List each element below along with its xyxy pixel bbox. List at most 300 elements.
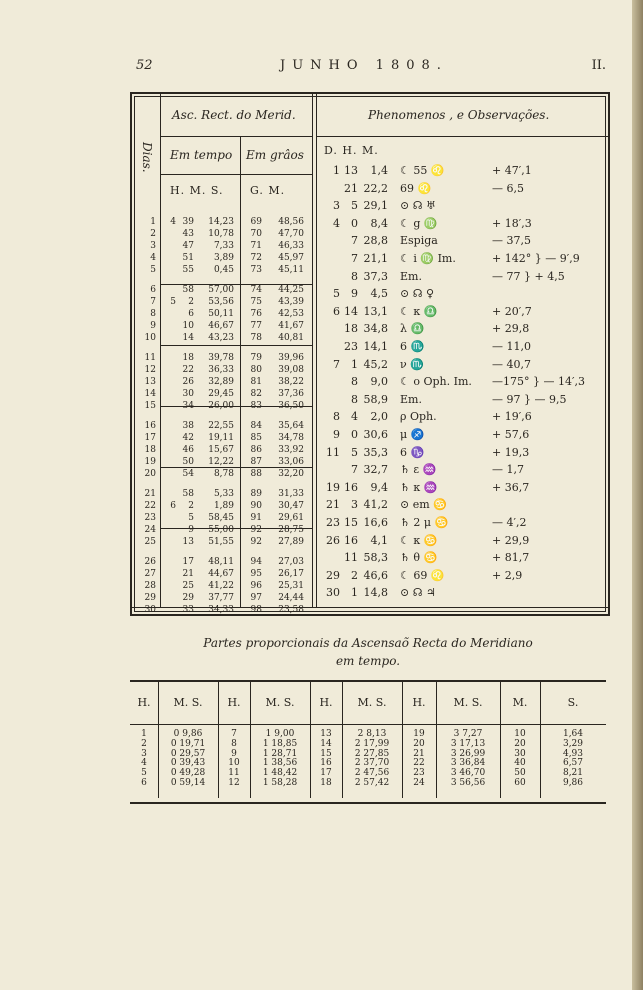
day-cell: 1: [150, 217, 156, 227]
day-cell: 17: [144, 433, 156, 443]
phen-day: 11: [326, 445, 340, 459]
prop-cell: 0 19,71: [170, 738, 206, 749]
phen-day: 5: [333, 287, 340, 301]
tempo-s-cell: 26,00: [208, 401, 234, 411]
phen-hour: 5: [351, 199, 358, 213]
tempo-s-cell: 39,78: [208, 353, 234, 363]
phen-event: ☾ o Oph. Im.: [400, 375, 472, 389]
phen-value: + 29,9: [492, 533, 530, 547]
day-cell: 2: [150, 229, 156, 239]
phen-hour: 8: [351, 392, 358, 406]
tempo-h-cell: [162, 556, 176, 568]
phen-event: 69 ♌: [400, 181, 432, 195]
tempo-s-cell: 37,77: [208, 593, 234, 603]
prop-cell: 2 8,13: [357, 729, 387, 739]
phen-hour: 3: [351, 498, 358, 512]
prop-cell: 20: [514, 738, 526, 749]
day-cell: 25: [144, 537, 156, 547]
prop-cell: 9: [231, 748, 237, 759]
graos-g-cell: 96: [250, 581, 262, 591]
phenomenon-row: [322, 287, 606, 305]
tempo-s-cell: 44,67: [208, 569, 234, 579]
prop-column: [158, 730, 218, 789]
prop-cell: 13: [320, 729, 332, 739]
graos-m-cell: 26,17: [278, 569, 304, 579]
phenomenon-row: [322, 199, 606, 217]
group-gap: [264, 276, 304, 284]
phenomena-heading: Phenomenos , e Observações.: [368, 108, 550, 122]
phenomenon-row: [322, 305, 606, 323]
graos-m-cell: 34,78: [278, 433, 304, 443]
group-gap: [176, 344, 194, 352]
tempo-h-cell: [162, 400, 176, 412]
graos-g-cell: 72: [250, 253, 262, 263]
phen-hour: 1: [351, 357, 358, 371]
group-gap: [244, 276, 262, 284]
prop-cell: 24: [413, 777, 425, 788]
phenomenon-row: [322, 516, 606, 534]
tempo-h-cell: [162, 320, 176, 332]
tempo-h-cell: [162, 604, 176, 616]
prop-cell: 2 27,85: [354, 748, 390, 759]
day-cell: 20: [144, 469, 156, 479]
tempo-h-cell: [162, 252, 176, 264]
prop-cell: 8,21: [562, 768, 584, 779]
page-edge: [632, 0, 643, 990]
phen-hour: 4: [351, 410, 358, 424]
phen-day: 30: [326, 586, 340, 600]
phen-event: 6 ♑: [400, 445, 425, 459]
tempo-m-cell: 10: [182, 321, 194, 331]
phenomena-list: [322, 164, 606, 604]
graos-m-cell: 45,11: [278, 265, 304, 275]
graos-g-cell: 76: [250, 309, 262, 319]
phen-event: 6 ♏: [400, 340, 425, 353]
group-gap: [134, 344, 156, 352]
tempo-h-cell: [162, 468, 176, 480]
prop-cell: 7: [231, 729, 237, 739]
tempo-m-cell: 33: [182, 605, 194, 615]
section-number: II.: [591, 58, 606, 73]
day-cell: 22: [144, 501, 156, 511]
phen-minute: 14,1: [363, 340, 388, 353]
tempo-s-cell: 8,78: [213, 469, 234, 479]
graos-m-cell: 39,08: [278, 365, 304, 375]
phen-minute: 58,9: [363, 392, 388, 406]
tempo-m-cell: 21: [182, 569, 194, 579]
phen-value: + 19,3: [492, 445, 530, 459]
phen-event: ⊙ ☊ ♅: [400, 199, 436, 213]
phen-hour: 16: [344, 533, 358, 547]
graos-m-cell: 31,33: [278, 489, 304, 499]
phen-minute: 8,4: [370, 216, 388, 230]
phen-value: — 77 } + 4,5: [492, 269, 565, 283]
group-gap: [194, 480, 234, 488]
tempo-m-cell: 43: [182, 229, 194, 239]
graos-g-cell: 91: [250, 513, 262, 523]
group-gap: [264, 412, 304, 420]
prop-cell: 3 56,56: [450, 777, 486, 788]
tempo-s-cell: 57,00: [208, 285, 234, 295]
rule-phen-head: [316, 136, 608, 137]
graos-g-cell: 84: [250, 421, 262, 431]
rule-asc-2: [316, 94, 317, 607]
group-gap: [134, 548, 156, 556]
day-cell: 7: [150, 297, 156, 307]
graos-m-cell: 35,64: [278, 421, 304, 431]
phen-hour: 9: [351, 287, 358, 301]
graos-g-cell: 89: [250, 489, 262, 499]
graos-g-cell: 92: [250, 525, 262, 535]
phen-value: — 97 } — 9,5: [492, 392, 567, 406]
graos-m-cell: 36,50: [278, 401, 304, 411]
graos-m-cell: 32,20: [278, 469, 304, 479]
tempo-h-cell: [162, 308, 176, 320]
graos-m-cell: 23,58: [278, 605, 304, 615]
phen-hour: 16: [344, 480, 358, 494]
tempo-m-cell: 30: [182, 389, 194, 399]
phenomenon-row: [322, 551, 606, 569]
phen-minute: 35,3: [363, 445, 388, 459]
rule-dias: [160, 94, 161, 607]
phen-minute: 22,2: [363, 181, 388, 195]
day-cell: 27: [144, 569, 156, 579]
prop-cell: 0 29,57: [170, 748, 206, 759]
prop-cell: 1 18,85: [262, 738, 298, 749]
phen-value: — 11,0: [492, 340, 531, 353]
graos-g-cell: 94: [250, 557, 262, 567]
day-cell: 15: [144, 401, 156, 411]
phen-event: μ ♐: [400, 428, 425, 441]
day-cell: 28: [144, 581, 156, 591]
prop-cell: 50: [514, 768, 526, 779]
phenomenon-row: [322, 270, 606, 288]
prop-cell: 1: [141, 729, 147, 739]
tempo-h-cell: [162, 352, 176, 364]
tempo-s-cell: 7,33: [213, 241, 234, 251]
phen-event: Em.: [400, 269, 422, 283]
prop-cell: 4,93: [562, 748, 584, 759]
phen-event: ☾ g ♍: [400, 216, 438, 230]
prop-cell: 6,57: [562, 758, 584, 769]
day-cell: 12: [144, 365, 156, 375]
tempo-m-cell: 26: [182, 377, 194, 387]
day-cell: 14: [144, 389, 156, 399]
graos-m-cell: 24,44: [278, 593, 304, 603]
tempo-s-cell: 12,22: [208, 457, 234, 467]
graos-m-cell: 40,81: [278, 333, 304, 343]
phen-minute: 29,1: [363, 199, 388, 213]
phen-event: ♄ θ ♋: [400, 551, 438, 565]
group-gap: [134, 480, 156, 488]
phen-minute: 4,5: [370, 287, 388, 301]
tempo-m-cell: 2: [188, 297, 194, 307]
tempo-m-cell: 42: [182, 433, 194, 443]
phen-value: + 18′,3: [492, 216, 532, 230]
phenomenon-row: [322, 446, 606, 464]
proportional-table: [130, 680, 606, 804]
tempo-s-cell: 5,33: [213, 489, 234, 499]
phen-event: ☾ i ♍ Im.: [400, 252, 456, 265]
prop-cell: 3 46,70: [450, 768, 486, 779]
tempo-s-cell: 53,56: [208, 297, 234, 307]
prop-column: [342, 730, 402, 789]
tempo-m-cell: 5: [188, 513, 194, 523]
tempo-m-cell: 46: [182, 445, 194, 455]
prop-title: Partes proporcionais da Ascensaõ Recta do Meridiano: [203, 636, 533, 650]
prop-cell: 8: [231, 738, 237, 749]
prop-cell: 0 39,43: [170, 758, 206, 769]
phenomenon-row: [322, 481, 606, 499]
phen-minute: 2,0: [370, 410, 388, 424]
phen-minute: 14,8: [363, 586, 388, 600]
tempo-h-cell: [162, 264, 176, 276]
gm-header: G. M.: [250, 184, 286, 197]
graos-g-cell: 78: [250, 333, 262, 343]
phen-event: ⊙ ☊ ♃: [400, 586, 436, 600]
graos-g-cell: 81: [250, 377, 262, 387]
phen-day: 29: [326, 568, 340, 582]
tempo-h-cell: [162, 488, 176, 500]
graos-g-column: [244, 216, 262, 616]
prop-cell: 18: [320, 777, 332, 788]
phenomenon-row: [322, 463, 606, 481]
phen-hour: 1: [351, 586, 358, 600]
tempo-m-cell: 58: [182, 489, 194, 499]
graos-m-cell: 33,92: [278, 445, 304, 455]
group-gap: [134, 412, 156, 420]
phenomenon-row: [322, 410, 606, 428]
group-gap: [244, 480, 262, 488]
tempo-m-cell: 9: [188, 525, 194, 535]
graos-g-cell: 70: [250, 229, 262, 239]
graos-m-cell: 45,97: [278, 253, 304, 263]
hms-header: H. M. S.: [170, 184, 224, 197]
phen-value: + 20′,7: [492, 304, 532, 318]
prop-column: [500, 730, 540, 789]
group-gap: [176, 480, 194, 488]
phen-minute: 28,8: [363, 234, 388, 248]
tempo-s-cell: 19,11: [208, 433, 234, 443]
tempo-h-cell: [162, 580, 176, 592]
prop-header-cell: H.: [412, 696, 426, 709]
tempo-h-column: [162, 216, 176, 616]
prop-cell: 23: [413, 768, 425, 779]
phen-minute: 13,1: [363, 304, 388, 318]
graos-g-cell: 98: [250, 605, 262, 615]
phen-minute: 34,8: [363, 322, 388, 336]
phenomenon-row: [322, 252, 606, 270]
phen-event: ♄ κ ♒: [400, 480, 438, 494]
tempo-s-cell: 36,33: [208, 365, 234, 375]
phen-event: Espiga: [400, 234, 438, 248]
phen-event: ♄ 2 μ ♋: [400, 516, 449, 529]
graos-g-cell: 82: [250, 389, 262, 399]
tempo-m-cell: 13: [182, 537, 194, 547]
graos-m-cell: 30,47: [278, 501, 304, 511]
prop-cell: 5: [141, 768, 147, 779]
prop-cell: 10: [514, 729, 526, 739]
day-cell: 19: [144, 457, 156, 467]
phen-event: ☾ 55 ♌: [400, 164, 445, 177]
phen-event: ρ Oph.: [400, 410, 437, 424]
tempo-s-cell: 48,11: [208, 557, 234, 567]
rule-asc-sub: [160, 136, 312, 137]
phen-hour: 14: [344, 304, 358, 318]
prop-header-cell: M. S.: [357, 696, 387, 709]
tempo-m-cell: 14: [182, 333, 194, 343]
day-cell: 18: [144, 445, 156, 455]
prop-cell: 2 47,56: [354, 768, 390, 779]
prop-cell: 1,64: [562, 729, 584, 739]
phen-day: 23: [326, 516, 340, 529]
phenomenon-row: [322, 498, 606, 516]
tempo-h-cell: 4: [170, 217, 176, 227]
tempo-m-cell: 34: [182, 401, 194, 411]
day-cell: 13: [144, 377, 156, 387]
tempo-h-cell: [162, 388, 176, 400]
phen-hour: 8: [351, 269, 358, 283]
tempo-s-cell: 14,23: [208, 217, 234, 227]
prop-head-rule: [130, 724, 606, 725]
prop-header-cell: M.: [512, 696, 528, 709]
group-gap: [162, 412, 176, 420]
graos-m-cell: 41,67: [278, 321, 304, 331]
prop-cell: 16: [320, 758, 332, 769]
prop-cell: 4: [141, 758, 147, 769]
group-gap: [176, 548, 194, 556]
phenomenon-row: [322, 340, 606, 358]
phen-value: + 81,7: [492, 551, 530, 565]
phen-value: + 36,7: [492, 480, 530, 494]
day-cell: 16: [144, 421, 156, 431]
page-title: JUNHO 1808.: [280, 58, 448, 73]
graos-m-cell: 42,53: [278, 309, 304, 319]
group-gap: [194, 276, 234, 284]
phen-minute: 45,2: [363, 357, 388, 371]
graos-m-cell: 48,56: [278, 217, 304, 227]
prop-cell: 0 59,14: [170, 777, 206, 788]
day-cell: 24: [144, 525, 156, 535]
prop-cell: 3,29: [562, 738, 584, 749]
prop-cell: 1 38,56: [262, 758, 298, 769]
prop-cell: 3 7,27: [453, 729, 483, 739]
phen-hour: 7: [351, 234, 358, 248]
tempo-s-cell: 29,45: [208, 389, 234, 399]
prop-cell: 2 57,42: [354, 777, 390, 788]
graos-m-cell: 43,39: [278, 297, 304, 307]
prop-column: [130, 730, 158, 789]
tempo-h-cell: [162, 592, 176, 604]
group-gap: [176, 412, 194, 420]
prop-header-cell: H.: [319, 696, 333, 709]
phen-minute: 46,6: [363, 568, 388, 582]
prop-cell: 21: [413, 748, 425, 759]
tempo-s-cell: 15,67: [208, 445, 234, 455]
tempo-s-column: [194, 216, 234, 616]
graos-m-cell: 27,03: [278, 557, 304, 567]
graos-g-cell: 80: [250, 365, 262, 375]
graos-g-cell: 69: [250, 217, 262, 227]
prop-cell: 0 49,28: [170, 768, 206, 779]
group-gap: [162, 548, 176, 556]
tempo-s-cell: 41,22: [208, 581, 234, 591]
phen-value: + 2,9: [492, 568, 523, 582]
phen-event: ♄ ε ♒: [400, 463, 437, 477]
tempo-m-cell: 2: [188, 501, 194, 511]
prop-cell: 1 28,71: [262, 748, 298, 759]
graos-g-cell: 87: [250, 457, 262, 467]
tempo-h-cell: [162, 536, 176, 548]
prop-cell: 2 37,70: [354, 758, 390, 769]
phen-day: 21: [326, 498, 340, 512]
graos-m-cell: 27,89: [278, 537, 304, 547]
tempo-m-cell: 39: [182, 217, 194, 227]
day-cell: 30: [144, 605, 156, 615]
phenomenon-row: [322, 358, 606, 376]
phenomenon-row: [322, 534, 606, 552]
phen-minute: 32,7: [363, 463, 388, 477]
prop-cell: 3 26,99: [450, 748, 486, 759]
tempo-m-cell: 17: [182, 557, 194, 567]
phen-minute: 37,3: [363, 269, 388, 283]
phen-day: 7: [333, 357, 340, 371]
phen-event: ⊙ em ♋: [400, 498, 447, 512]
tempo-h-cell: [162, 228, 176, 240]
prop-cell: 9,86: [562, 777, 584, 788]
group-gap: [244, 344, 262, 352]
phen-event: Em.: [400, 392, 422, 406]
graos-m-cell: 39,96: [278, 353, 304, 363]
graos-g-cell: 71: [250, 241, 262, 251]
group-gap: [162, 276, 176, 284]
tempo-h-cell: [162, 420, 176, 432]
tempo-h-cell: 5: [170, 297, 176, 307]
prop-cell: 19: [413, 729, 425, 739]
phen-hour: 21: [344, 181, 358, 195]
tempo-h-cell: [162, 332, 176, 344]
phen-hour: 7: [351, 463, 358, 477]
prop-column: [436, 730, 500, 789]
prop-cell: 10: [228, 758, 240, 769]
day-cell: 11: [144, 353, 156, 363]
phen-event: ν ♏: [400, 357, 424, 371]
tempo-s-cell: 1,89: [213, 501, 234, 511]
tempo-s-cell: 34,33: [208, 605, 234, 615]
phen-hour: 8: [351, 375, 358, 389]
phenomenon-row: [322, 569, 606, 587]
graos-g-cell: 95: [250, 569, 262, 579]
graos-g-cell: 85: [250, 433, 262, 443]
prop-cell: 6: [141, 777, 147, 788]
graos-g-cell: 86: [250, 445, 262, 455]
phen-day: 4: [333, 216, 340, 230]
graos-m-cell: 37,36: [278, 389, 304, 399]
prop-header-cell: H.: [137, 696, 151, 709]
phen-hour: 18: [344, 322, 358, 336]
group-gap: [194, 344, 234, 352]
prop-cell: 30: [514, 748, 526, 759]
days-column: [134, 216, 156, 616]
phenomenon-row: [322, 164, 606, 182]
tempo-m-cell: 18: [182, 353, 194, 363]
tempo-h-cell: [162, 284, 176, 296]
phen-hour: 5: [351, 445, 358, 459]
graos-m-cell: 46,33: [278, 241, 304, 251]
tempo-m-cell: 25: [182, 581, 194, 591]
rule-tempo: [240, 136, 241, 607]
phen-day: 8: [333, 410, 340, 424]
